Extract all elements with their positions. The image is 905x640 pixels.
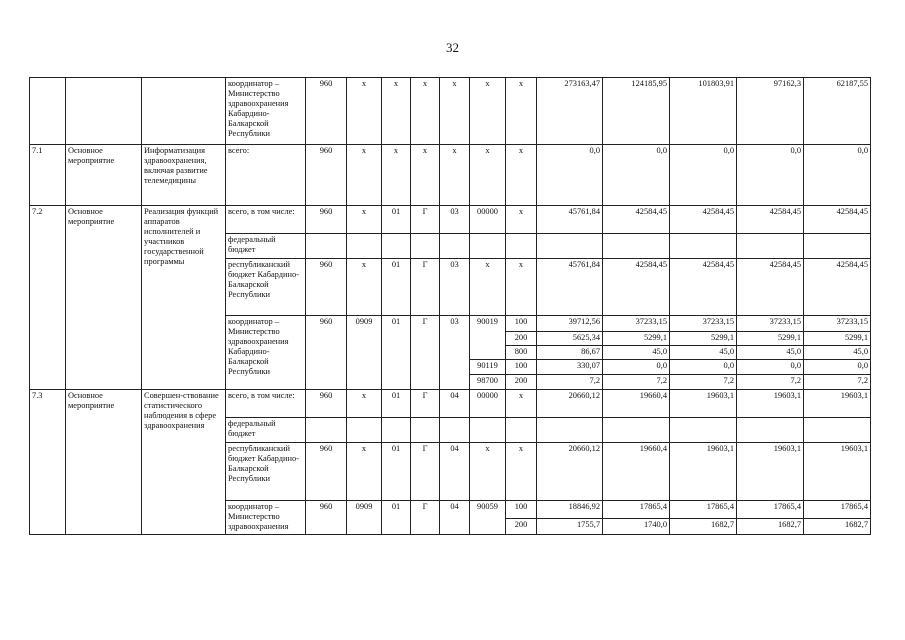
pgp-code: Г xyxy=(411,443,440,501)
vr-code: х xyxy=(506,206,537,234)
empty-cell xyxy=(347,418,382,443)
row-number: 7.2 xyxy=(30,206,66,390)
value-cell: 37233,15 xyxy=(603,316,670,332)
table-row xyxy=(30,206,871,234)
om-code: 04 xyxy=(440,443,470,501)
direction-code: 90119 xyxy=(470,360,506,375)
budget-table xyxy=(29,77,871,535)
value-cell: 0,0 xyxy=(603,360,670,375)
direction-code: 90059 xyxy=(470,501,506,535)
direction-code: 00000 xyxy=(470,206,506,234)
value-cell: 330,07 xyxy=(537,360,603,375)
value-cell: 45,0 xyxy=(603,346,670,360)
value-cell: 19603,1 xyxy=(804,443,871,501)
pgp-code: Г xyxy=(411,259,440,316)
vr-code: х xyxy=(506,145,537,206)
gp-code: х xyxy=(382,145,411,206)
empty-cell xyxy=(382,418,411,443)
pgp-code: х xyxy=(411,78,440,145)
om-code: 03 xyxy=(440,206,470,234)
pgp-code: Г xyxy=(411,501,440,535)
om-code: 03 xyxy=(440,316,470,390)
gp-code: х xyxy=(382,78,411,145)
value-cell: 5299,1 xyxy=(603,332,670,346)
om-code: х xyxy=(440,78,470,145)
value-cell: 45,0 xyxy=(804,346,871,360)
empty-cell xyxy=(670,234,737,259)
value-cell: 5625,34 xyxy=(537,332,603,346)
value-cell: 42584,45 xyxy=(804,206,871,234)
value-cell: 18846,92 xyxy=(537,501,603,519)
pgp-code: Г xyxy=(411,206,440,234)
value-cell: 5299,1 xyxy=(670,332,737,346)
value-cell: 42584,45 xyxy=(670,259,737,316)
event-name xyxy=(142,78,226,145)
pgp-code: Г xyxy=(411,316,440,390)
direction-code: 90019 xyxy=(470,316,506,360)
table-row xyxy=(30,390,871,418)
grbs-code: 960 xyxy=(306,316,347,390)
value-cell: 97162,3 xyxy=(737,78,804,145)
gp-code: 01 xyxy=(382,390,411,418)
vr-code: 200 xyxy=(506,332,537,346)
empty-cell xyxy=(382,234,411,259)
value-cell: 42584,45 xyxy=(603,259,670,316)
empty-cell xyxy=(603,418,670,443)
empty-cell xyxy=(306,418,347,443)
empty-cell xyxy=(306,234,347,259)
event-kind: Основное мероприятие xyxy=(66,145,142,206)
value-cell: 20660,12 xyxy=(537,443,603,501)
value-cell: 42584,45 xyxy=(603,206,670,234)
grbs-code: 960 xyxy=(306,390,347,418)
source-description: всего: xyxy=(226,145,306,206)
value-cell: 37233,15 xyxy=(670,316,737,332)
event-kind: Основное мероприятие xyxy=(66,390,142,535)
gp-code: 01 xyxy=(382,501,411,535)
empty-cell xyxy=(440,418,470,443)
direction-code: 98700 xyxy=(470,375,506,390)
empty-cell xyxy=(804,234,871,259)
source-description: координатор – Министерство здравоохранения xyxy=(226,501,306,535)
source-description: всего, в том числе: xyxy=(226,390,306,418)
row-number xyxy=(30,78,66,145)
value-cell: 45761,84 xyxy=(537,206,603,234)
source-description: всего, в том числе: xyxy=(226,206,306,234)
source-description: координатор – Министерство здравоохранения Кабардино-Балкарской Республики xyxy=(226,316,306,390)
empty-cell xyxy=(804,418,871,443)
gp-code: 01 xyxy=(382,443,411,501)
value-cell: 0,0 xyxy=(537,145,603,206)
source-description: федеральный бюджет xyxy=(226,418,306,443)
value-cell: 19603,1 xyxy=(804,390,871,418)
value-cell: 0,0 xyxy=(603,145,670,206)
value-cell: 1682,7 xyxy=(804,519,871,535)
empty-cell xyxy=(347,234,382,259)
value-cell: 37233,15 xyxy=(737,316,804,332)
table-row xyxy=(30,78,871,145)
value-cell: 0,0 xyxy=(804,360,871,375)
gp-code: 01 xyxy=(382,206,411,234)
rz-code: х xyxy=(347,78,382,145)
value-cell: 42584,45 xyxy=(804,259,871,316)
page-number: 32 xyxy=(446,40,459,55)
value-cell: 20660,12 xyxy=(537,390,603,418)
value-cell: 7,2 xyxy=(537,375,603,390)
source-description: республиканский бюджет Кабардино-Балкарской Республики xyxy=(226,259,306,316)
direction-code: х xyxy=(470,443,506,501)
vr-code: х xyxy=(506,390,537,418)
rz-code: х xyxy=(347,145,382,206)
empty-cell xyxy=(537,234,603,259)
rz-code: х xyxy=(347,206,382,234)
event-kind: Основное мероприятие xyxy=(66,206,142,390)
empty-cell xyxy=(411,418,440,443)
value-cell: 7,2 xyxy=(670,375,737,390)
vr-code: 100 xyxy=(506,501,537,519)
value-cell: 19660,4 xyxy=(603,443,670,501)
om-code: 03 xyxy=(440,259,470,316)
event-kind xyxy=(66,78,142,145)
table-row xyxy=(30,145,871,206)
source-description: координатор – Министерство здравоохранения Кабардино-Балкарской Республики xyxy=(226,78,306,145)
vr-code: х xyxy=(506,259,537,316)
value-cell: 17865,4 xyxy=(670,501,737,519)
empty-cell xyxy=(506,418,537,443)
value-cell: 7,2 xyxy=(737,375,804,390)
value-cell: 86,67 xyxy=(537,346,603,360)
value-cell: 17865,4 xyxy=(804,501,871,519)
event-name: Информатизация здравоохранения, включая развитие телемедицины xyxy=(142,145,226,206)
grbs-code: 960 xyxy=(306,206,347,234)
value-cell: 1740,0 xyxy=(603,519,670,535)
value-cell: 0,0 xyxy=(670,145,737,206)
value-cell: 19603,1 xyxy=(737,390,804,418)
direction-code: х xyxy=(470,259,506,316)
value-cell: 45,0 xyxy=(670,346,737,360)
pgp-code: Г xyxy=(411,390,440,418)
direction-code: 00000 xyxy=(470,390,506,418)
value-cell: 19660,4 xyxy=(603,390,670,418)
empty-cell xyxy=(670,418,737,443)
om-code: 04 xyxy=(440,390,470,418)
vr-code: 200 xyxy=(506,519,537,535)
value-cell: 42584,45 xyxy=(737,206,804,234)
empty-cell xyxy=(506,234,537,259)
value-cell: 7,2 xyxy=(804,375,871,390)
value-cell: 37233,15 xyxy=(804,316,871,332)
value-cell: 42584,45 xyxy=(737,259,804,316)
value-cell: 1682,7 xyxy=(670,519,737,535)
vr-code: х xyxy=(506,78,537,145)
rz-code: х xyxy=(347,259,382,316)
grbs-code: 960 xyxy=(306,501,347,535)
source-description: федеральный бюджет xyxy=(226,234,306,259)
grbs-code: 960 xyxy=(306,259,347,316)
event-name: Совершен-ствование статистического наблюдения в сфере здравоохранения xyxy=(142,390,226,535)
value-cell: 17865,4 xyxy=(737,501,804,519)
value-cell: 0,0 xyxy=(737,145,804,206)
empty-cell xyxy=(470,234,506,259)
vr-code: 100 xyxy=(506,360,537,375)
om-code: х xyxy=(440,145,470,206)
value-cell: 0,0 xyxy=(804,145,871,206)
row-number: 7.3 xyxy=(30,390,66,535)
value-cell: 19603,1 xyxy=(670,390,737,418)
empty-cell xyxy=(603,234,670,259)
value-cell: 42584,45 xyxy=(670,206,737,234)
empty-cell xyxy=(470,418,506,443)
value-cell: 5299,1 xyxy=(737,332,804,346)
empty-cell xyxy=(737,418,804,443)
value-cell: 101803,91 xyxy=(670,78,737,145)
empty-cell xyxy=(737,234,804,259)
direction-code: х xyxy=(470,78,506,145)
value-cell: 19603,1 xyxy=(670,443,737,501)
source-description: республиканский бюджет Кабардино-Балкарской Республики xyxy=(226,443,306,501)
vr-code: 800 xyxy=(506,346,537,360)
empty-cell xyxy=(411,234,440,259)
gp-code: 01 xyxy=(382,316,411,390)
value-cell: 39712,56 xyxy=(537,316,603,332)
grbs-code: 960 xyxy=(306,145,347,206)
value-cell: 19603,1 xyxy=(737,443,804,501)
direction-code: х xyxy=(470,145,506,206)
row-number: 7.1 xyxy=(30,145,66,206)
grbs-code: 960 xyxy=(306,443,347,501)
value-cell: 17865,4 xyxy=(603,501,670,519)
rz-code: х xyxy=(347,390,382,418)
vr-code: х xyxy=(506,443,537,501)
rz-code: х xyxy=(347,443,382,501)
value-cell: 0,0 xyxy=(670,360,737,375)
value-cell: 0,0 xyxy=(737,360,804,375)
grbs-code: 960 xyxy=(306,78,347,145)
rz-code: 0909 xyxy=(347,501,382,535)
om-code: 04 xyxy=(440,501,470,535)
gp-code: 01 xyxy=(382,259,411,316)
pgp-code: х xyxy=(411,145,440,206)
value-cell: 124185,95 xyxy=(603,78,670,145)
value-cell: 1682,7 xyxy=(737,519,804,535)
event-name: Реализация функций аппаратов исполнителей и участников государственной программы xyxy=(142,206,226,390)
value-cell: 1755,7 xyxy=(537,519,603,535)
vr-code: 200 xyxy=(506,375,537,390)
rz-code: 0909 xyxy=(347,316,382,390)
empty-cell xyxy=(440,234,470,259)
value-cell: 45,0 xyxy=(737,346,804,360)
empty-cell xyxy=(537,418,603,443)
value-cell: 273163,47 xyxy=(537,78,603,145)
value-cell: 45761,84 xyxy=(537,259,603,316)
value-cell: 7,2 xyxy=(603,375,670,390)
value-cell: 5299,1 xyxy=(804,332,871,346)
value-cell: 62187,55 xyxy=(804,78,871,145)
vr-code: 100 xyxy=(506,316,537,332)
